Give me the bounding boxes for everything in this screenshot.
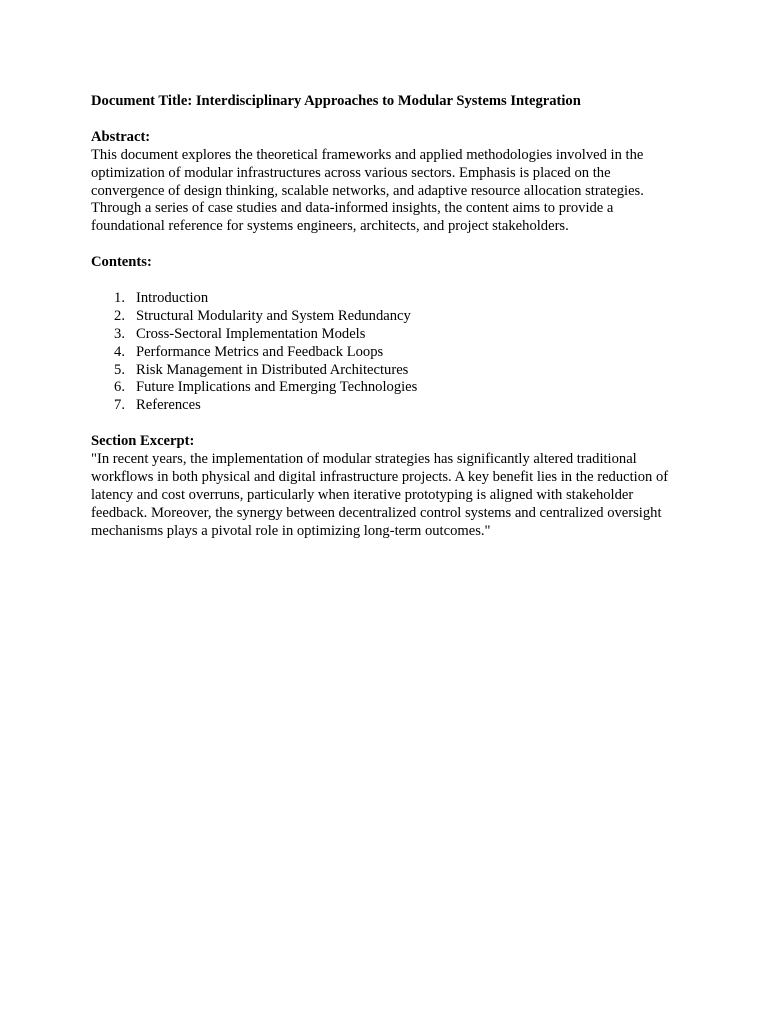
contents-item-number: 4. [114, 343, 125, 360]
document-page [91, 93, 681, 541]
excerpt-heading: Section Excerpt: [91, 433, 195, 450]
spacer [91, 272, 681, 290]
contents-item [91, 326, 681, 344]
spacer [91, 236, 681, 254]
spacer [91, 111, 681, 129]
contents-item-number: 2. [114, 307, 125, 324]
contents-item [91, 308, 681, 326]
contents-item-label: References [136, 397, 201, 414]
contents-item-number: 5. [114, 361, 125, 378]
contents-item-label: Introduction [136, 289, 209, 306]
abstract-text: This document explores the theoretical frameworks and applied methodologies involved in the optimization of modular infrastructures across various sectors. Emphasis is placed on the convergence of design thinking, scalable networks, and adaptive resource allocation strategies. Through a series of case studies and data-informed insights, the content aims to provide a foundational reference for systems engineers, architects, and project stakeholders. [91, 146, 644, 235]
contents-item [91, 290, 681, 308]
contents-item-label: Future Implications and Emerging Technologies [136, 379, 418, 396]
excerpt-text: "In recent years, the implementation of modular strategies has significantly altered traditional workflows in both physical and digital infrastructure projects. A key benefit lies in the reduction of latency and cost overruns, particularly when iterative prototyping is aligned with stakeholder feedback. Moreover, the synergy between decentralized control systems and centralized oversight mechanisms plays a pivotal role in optimizing long-term outcomes." [91, 451, 669, 539]
contents-item [91, 397, 681, 415]
contents-item-number: 1. [114, 289, 125, 306]
contents-item-number: 6. [114, 379, 125, 396]
contents-item-number: 3. [114, 325, 125, 342]
abstract-heading: Abstract: [91, 128, 151, 145]
contents-list [91, 290, 681, 415]
contents-item-number: 7. [114, 397, 125, 414]
document-title: Document Title: Interdisciplinary Approaches to Modular Systems Integration [91, 93, 581, 109]
contents-heading: Contents: [91, 254, 152, 271]
contents-item-label: Cross-Sectoral Implementation Models [136, 325, 366, 342]
contents-item-label: Performance Metrics and Feedback Loops [136, 343, 384, 360]
contents-item-label: Structural Modularity and System Redundancy [136, 307, 411, 324]
contents-item [91, 344, 681, 362]
contents-item [91, 379, 681, 397]
spacer [91, 415, 681, 433]
contents-item-label: Risk Management in Distributed Architectures [136, 361, 409, 378]
contents-item [91, 362, 681, 380]
